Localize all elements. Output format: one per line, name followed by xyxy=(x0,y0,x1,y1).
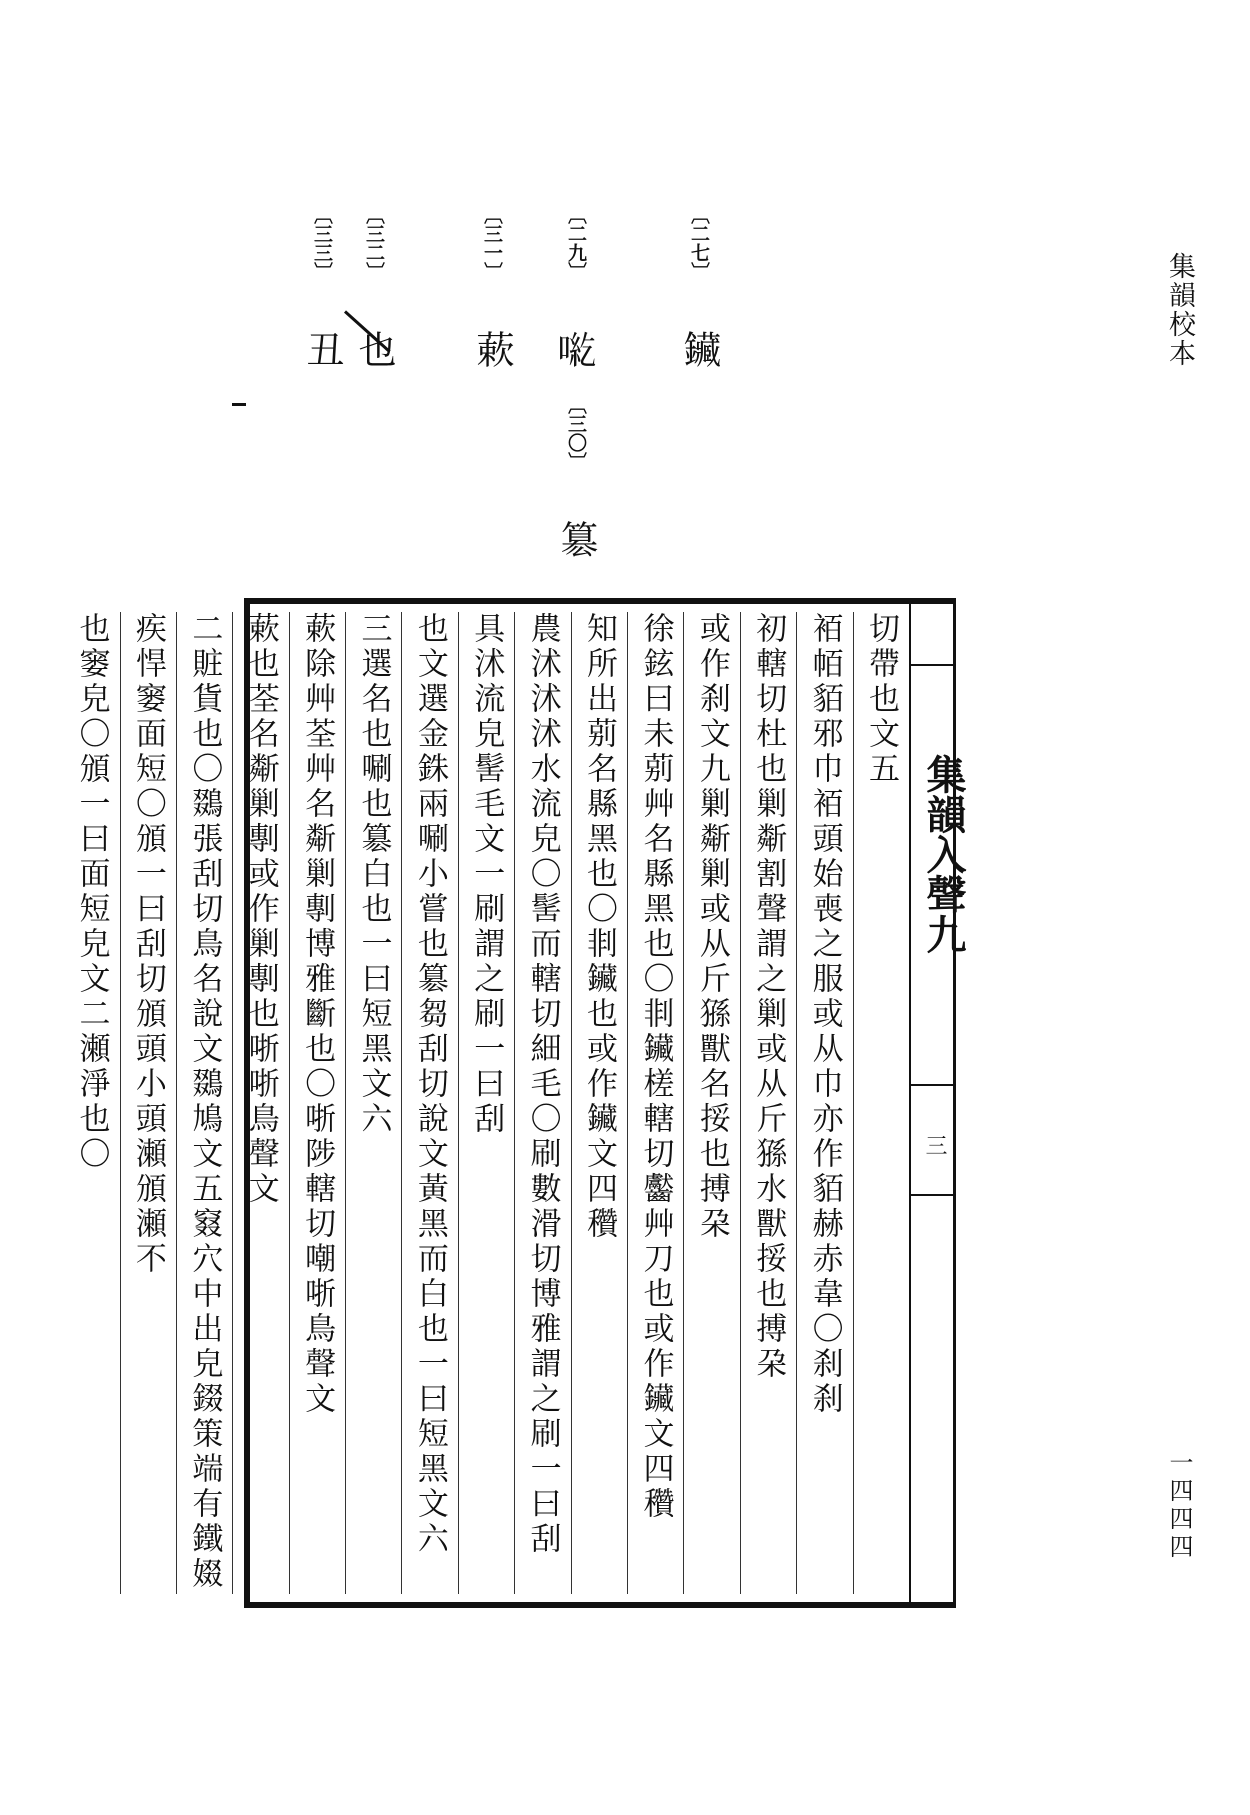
running-head: 集韻校本 xyxy=(1164,252,1195,368)
text-columns xyxy=(63,612,909,1594)
collation-note xyxy=(470,205,514,368)
text-column: 袹帞貊邪巾袹頭始喪之服或从巾亦作貊赫赤韋〇刹刹 xyxy=(796,612,852,1594)
note-char: 丑 xyxy=(300,330,344,368)
fish-tail-line xyxy=(911,1084,953,1086)
collation-note xyxy=(554,395,598,558)
spine-title: 集韻入聲九 xyxy=(920,754,967,954)
text-column: 也文選金銖兩唰小嘗也簒芻刮切說文黃黑而白也一曰短黑文六 xyxy=(401,612,457,1594)
text-column: 二賍貨也〇鵽張刮切鳥名說文鵽鳩文五窡穴中出皃錣策端有鐵娺 xyxy=(176,612,232,1594)
margin-mark xyxy=(232,403,246,406)
text-column: 切帶也文五 xyxy=(853,612,909,1594)
text-column: 知所出莂名縣黑也〇剕鑶也或作鑶文四穳 xyxy=(571,612,627,1594)
note-number: 〔二七〕 xyxy=(688,205,710,281)
note-number: 〔三一〕 xyxy=(481,205,503,281)
text-column: 初轄切杜也剿斴割聲謂之剿或从斤猻水獸挼也搏朶 xyxy=(740,612,796,1594)
text-column: 徐鉉曰未莂艸名縣黑也〇剕鑶槎轄切齾艸刀也或作鑶文四穳 xyxy=(627,612,683,1594)
note-number: 〔三二〕 xyxy=(363,205,385,281)
collation-note xyxy=(677,205,721,368)
fish-tail-line xyxy=(911,1194,953,1196)
page-number: 一四四四 xyxy=(1165,1450,1193,1562)
note-char: 鑶 xyxy=(677,330,721,368)
text-column: 農沭沭沭水流皃〇髺而轄切細毛〇刷數滑切博雅謂之刷一曰刮 xyxy=(514,612,570,1594)
note-char: 𠶹 xyxy=(554,330,598,368)
note-char: 也 xyxy=(352,330,396,368)
spine-folio: 三 xyxy=(922,1134,947,1156)
collation-note xyxy=(300,205,344,368)
collation-note xyxy=(554,205,598,368)
text-column: 也窭皃〇頒一曰面短皃文二瀬淨也〇 xyxy=(73,612,110,1172)
note-number: 〔三三〕 xyxy=(311,205,333,281)
text-column: 三選名也唰也簒白也一曰短黑文六 xyxy=(345,612,401,1594)
text-column: 具沭流皃髺毛文一刷謂之刷一曰刮 xyxy=(458,612,514,1594)
block-spine xyxy=(909,604,967,1602)
note-char: 簒 xyxy=(554,520,598,558)
text-column: 或作刹文九剿斴剿或从斤猻獸名挼也搏朶 xyxy=(683,612,739,1594)
text-column: 蔌除艸荃艸名斴剿剸博雅斷也〇哳陟轄切嘲哳鳥聲文 xyxy=(289,612,345,1594)
text-column: 蔌也荃名斴剿剸或作剿剸也哳哳鳥聲文 xyxy=(232,612,288,1594)
note-char: 蔌 xyxy=(470,330,514,368)
collation-note xyxy=(352,205,396,368)
fish-tail-line xyxy=(911,664,953,666)
text-column: 疾悍窭面短〇頒一曰刮切頒頭小頭瀬頒瀬不 xyxy=(120,612,176,1594)
note-number: 〔二九〕 xyxy=(565,205,587,281)
woodblock-page xyxy=(73,598,967,1608)
note-number: 〔三〇〕 xyxy=(565,395,587,471)
